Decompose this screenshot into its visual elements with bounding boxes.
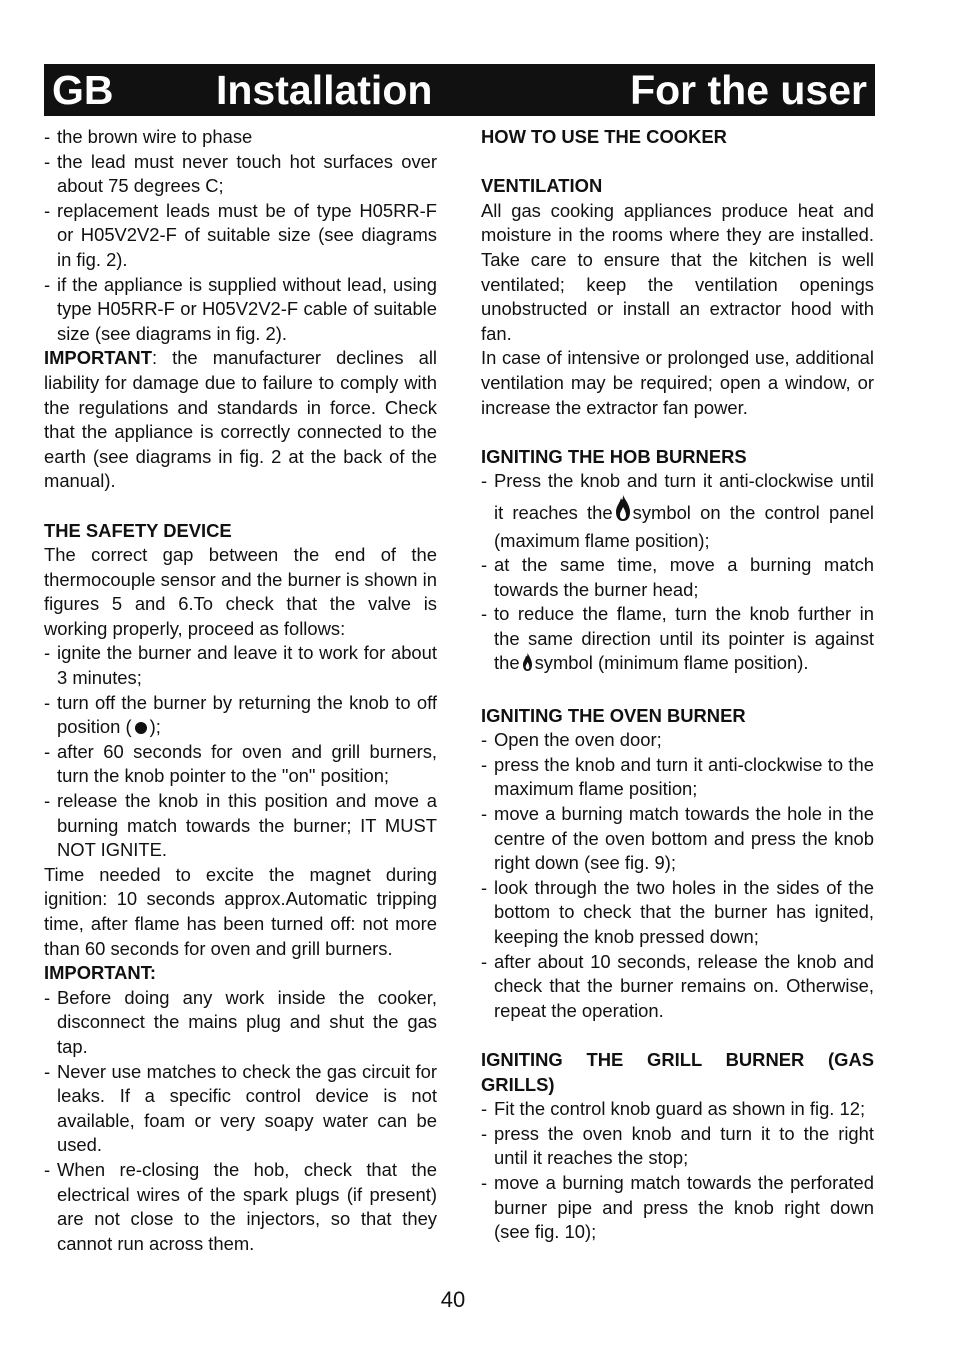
list-item: - replacement leads must be of type H05RR-F or H05V2V2-F of suitable size (see diagrams in fig. 2). (44, 199, 437, 273)
left-column (44, 125, 437, 1256)
important-list (44, 986, 437, 1257)
ventilation-paragraph-2: In case of intensive or prolonged use, additional ventilation may be required; open a window, or increase the extractor fan power. (481, 347, 874, 418)
list-item: - move a burning match towards the perforated burner pipe and press the knob right down (see fig. 10); (481, 1171, 874, 1245)
page-header (44, 64, 875, 116)
oven-list (481, 728, 874, 1023)
list-item: - press the oven knob and turn it to the right until it reaches the stop; (481, 1122, 874, 1171)
audience-title: For the user (630, 67, 867, 113)
list-item: - turn off the burner by returning the knob to off position ( ); (44, 691, 437, 740)
wiring-list (44, 125, 437, 346)
grill-list (481, 1097, 874, 1245)
hob-list (481, 469, 874, 679)
hob-heading: IGNITING THE HOB BURNERS (481, 445, 747, 467)
how-to-use-heading: HOW TO USE THE COOKER (481, 126, 727, 147)
list-item: - look through the two holes in the sides of the bottom to check that the burner has ignited, keeping the knob pressed down; (481, 876, 874, 950)
page-number: 40 (440, 1287, 466, 1312)
important-text: : the manufacturer declines all liability for damage due to failure to comply with the regulations and standards in force. Check that the appliance is correctly connected to the earth (see diagrams in fig. 2 at the back of the manual). (44, 347, 437, 492)
list-item: - the brown wire to phase (44, 125, 437, 150)
small-flame-icon (522, 652, 533, 679)
safety-list (44, 641, 437, 862)
safety-heading: THE SAFETY DEVICE (44, 519, 232, 541)
important-heading: IMPORTANT: (44, 962, 157, 984)
list-item: - after about 10 seconds, release the knob and check that the burner remains on. Otherwise, repeat the operation. (481, 950, 874, 1024)
list-item: - Press the knob and turn it anti-clockwise until it reaches the symbol on the control panel (maximum flame position); (481, 469, 874, 553)
list-item: - Fit the control knob guard as shown in fig. 12; (481, 1097, 874, 1122)
list-item: - move a burning match towards the hole in the centre of the oven bottom and press the knob right down (see fig. 9); (481, 802, 874, 876)
list-item: - Open the oven door; (481, 728, 874, 753)
list-item: - Before doing any work inside the cooker, disconnect the mains plug and shut the gas tap. (44, 986, 437, 1060)
list-item: - Never use matches to check the gas circuit for leaks. If a specific control device is not available, foam or very soapy water can be used. (44, 1060, 437, 1158)
ventilation-paragraph: All gas cooking appliances produce heat and moisture in the rooms where they are installed. Take care to ensure that the kitchen is well ventilated; keep the ventilation openings unobstructed or install an extractor hood with fan. (481, 199, 874, 344)
list-item: - to reduce the flame, turn the knob further in the same direction until its pointer is against the symbol (minimum flame position). (481, 602, 874, 679)
list-item: - after 60 seconds for oven and grill burners, turn the knob pointer to the "on" position; (44, 740, 437, 789)
list-item: - if the appliance is supplied without lead, using type H05RR-F or H05V2V2-F cable of suitable size (see diagrams in fig. 2). (44, 273, 437, 347)
right-column (481, 125, 874, 1245)
important-label: IMPORTANT (44, 347, 152, 369)
grill-heading: IGNITING THE GRILL BURNER (GAS GRILLS) (481, 1048, 874, 1095)
list-item: - the lead must never touch hot surfaces over about 75 degrees C; (44, 150, 437, 199)
language-code: GB (52, 67, 114, 113)
large-flame-icon (615, 494, 631, 529)
ventilation-heading: VENTILATION (481, 175, 603, 197)
section-title: Installation (216, 67, 433, 113)
list-item: - When re-closing the hob, check that the electrical wires of the spark plugs (if present) are not close to the injectors, so that they cannot run across them. (44, 1158, 437, 1256)
timing-paragraph: Time needed to excite the magnet during ignition: 10 seconds approx.Automatic tripping time, after flame has been turned off: not more than 60 seconds for oven and grill burners. (44, 863, 437, 959)
oven-heading: IGNITING THE OVEN BURNER (481, 704, 746, 726)
list-item: - at the same time, move a burning match towards the burner head; (481, 553, 874, 602)
important-paragraph (44, 346, 437, 494)
list-item: - ignite the burner and leave it to work for about 3 minutes; (44, 641, 437, 690)
off-position-dot-icon (135, 722, 147, 734)
safety-intro: The correct gap between the end of the thermocouple sensor and the burner is shown in figures 5 and 6.To check that the valve is working properly, proceed as follows: (44, 544, 437, 639)
list-item: - press the knob and turn it anti-clockwise to the maximum flame position; (481, 753, 874, 802)
list-item: - release the knob in this position and move a burning match towards the burner; IT MUST NOT IGNITE. (44, 789, 437, 863)
